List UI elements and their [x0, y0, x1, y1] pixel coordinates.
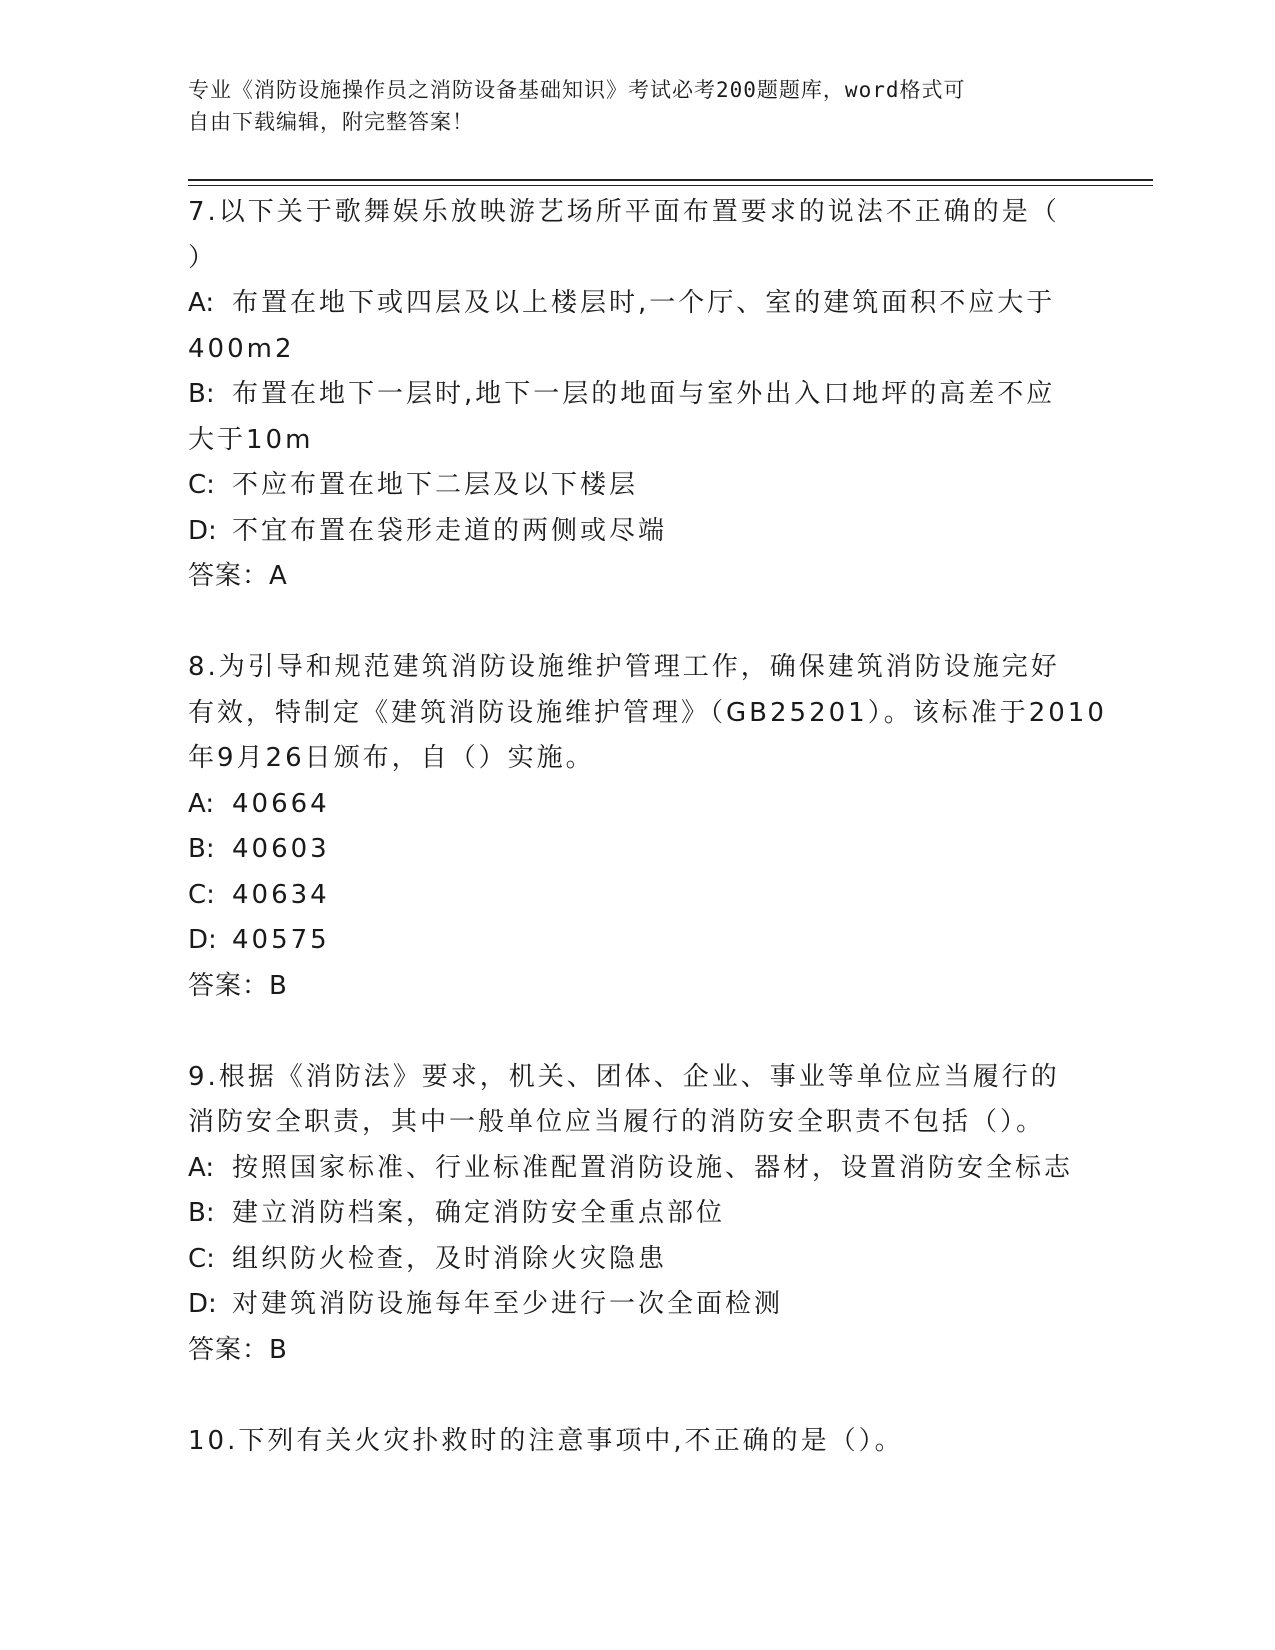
header-divider — [188, 179, 1153, 186]
option-c — [188, 873, 1088, 919]
option-b — [188, 372, 1088, 463]
option-a — [188, 782, 1088, 828]
option-text: 布置在地下一层时,地下一层的地面与室外出入口地坪的高差不应 — [232, 379, 1056, 409]
question-stem-line: 有效，特制定《建筑消防设施维护管理》（GB25201）。该标准于2010 — [188, 697, 1107, 728]
question-stem-line: 10.下列有关火灾扑救时的注意事项中,不正确的是（）。 — [188, 1425, 904, 1456]
option-text: 按照国家标准、行业标准配置消防设施、器材，设置消防安全标志 — [232, 1152, 1074, 1183]
spacer — [188, 600, 1088, 646]
question-stem-line: 9.根据《消防法》要求，机关、团体、企业、事业等单位应当履行的 — [188, 1061, 1060, 1092]
question-stem-line: 消防安全职责，其中一般单位应当履行的消防安全职责不包括（）。 — [188, 1107, 1046, 1137]
option-key: D: — [188, 515, 217, 546]
option-key: B: — [188, 834, 215, 864]
option-text-continued: 大于10m — [188, 424, 314, 455]
answer-line: 答案：B — [188, 1334, 288, 1365]
option-text: 40575 — [232, 925, 330, 955]
question-9 — [188, 1055, 1088, 1374]
option-key: D: — [188, 1289, 217, 1319]
option-key: C: — [188, 1243, 215, 1274]
spacer — [188, 1373, 1088, 1419]
option-d — [188, 918, 1088, 964]
question-stem-line: 7.以下关于歌舞娱乐放映游艺场所平面布置要求的说法不正确的是（ — [188, 197, 1060, 227]
answer-line: 答案：B — [188, 970, 288, 1001]
option-text: 不应布置在地下二层及以下楼层 — [232, 470, 639, 500]
option-key: B: — [188, 379, 215, 409]
option-key: B: — [188, 1198, 215, 1228]
option-text-continued: 400m2 — [188, 333, 295, 364]
option-c — [188, 463, 1088, 509]
option-d — [188, 1282, 1088, 1328]
question-stem-line: 8.为引导和规范建筑消防设施维护管理工作，确保建筑消防设施完好 — [188, 652, 1060, 682]
question-stem-line: ） — [188, 242, 218, 273]
option-text: 40664 — [232, 788, 330, 819]
option-text: 组织防火检查，及时消除火灾隐患 — [232, 1243, 668, 1274]
option-text: 对建筑消防设施每年至少进行一次全面检测 — [232, 1289, 784, 1319]
question-7 — [188, 190, 1088, 600]
option-text: 不宜布置在袋形走道的两侧或尽端 — [232, 515, 668, 546]
question-list — [188, 190, 1107, 1464]
option-key: C: — [188, 470, 215, 500]
question-stem-line: 年9月26日颁布，自（）实施。 — [188, 743, 595, 773]
answer-line: 答案：A — [188, 561, 288, 591]
option-text: 40603 — [232, 834, 330, 864]
option-key: A: — [188, 788, 215, 819]
option-b — [188, 827, 1088, 873]
option-d — [188, 509, 1088, 555]
question-10 — [188, 1419, 1088, 1465]
option-b — [188, 1191, 1088, 1237]
option-key: D: — [188, 925, 217, 955]
option-key: A: — [188, 288, 215, 318]
option-text: 建立消防档案，确定消防安全重点部位 — [232, 1198, 726, 1228]
option-a — [188, 1146, 1088, 1192]
option-text: 布置在地下或四层及以上楼层时,一个厅、室的建筑面积不应大于 — [232, 288, 1056, 318]
option-key: C: — [188, 879, 215, 910]
option-key: A: — [188, 1152, 215, 1183]
question-8 — [188, 645, 1107, 1009]
header-line-1: 专业《消防设施操作员之消防设备基础知识》考试必考200题题库，word格式可 — [188, 78, 966, 102]
option-a — [188, 281, 1088, 372]
option-text: 40634 — [232, 879, 330, 910]
document-header — [188, 74, 1068, 138]
header-line-2: 自由下载编辑，附完整答案！ — [188, 110, 474, 134]
option-c — [188, 1237, 1088, 1283]
spacer — [188, 1009, 1088, 1055]
